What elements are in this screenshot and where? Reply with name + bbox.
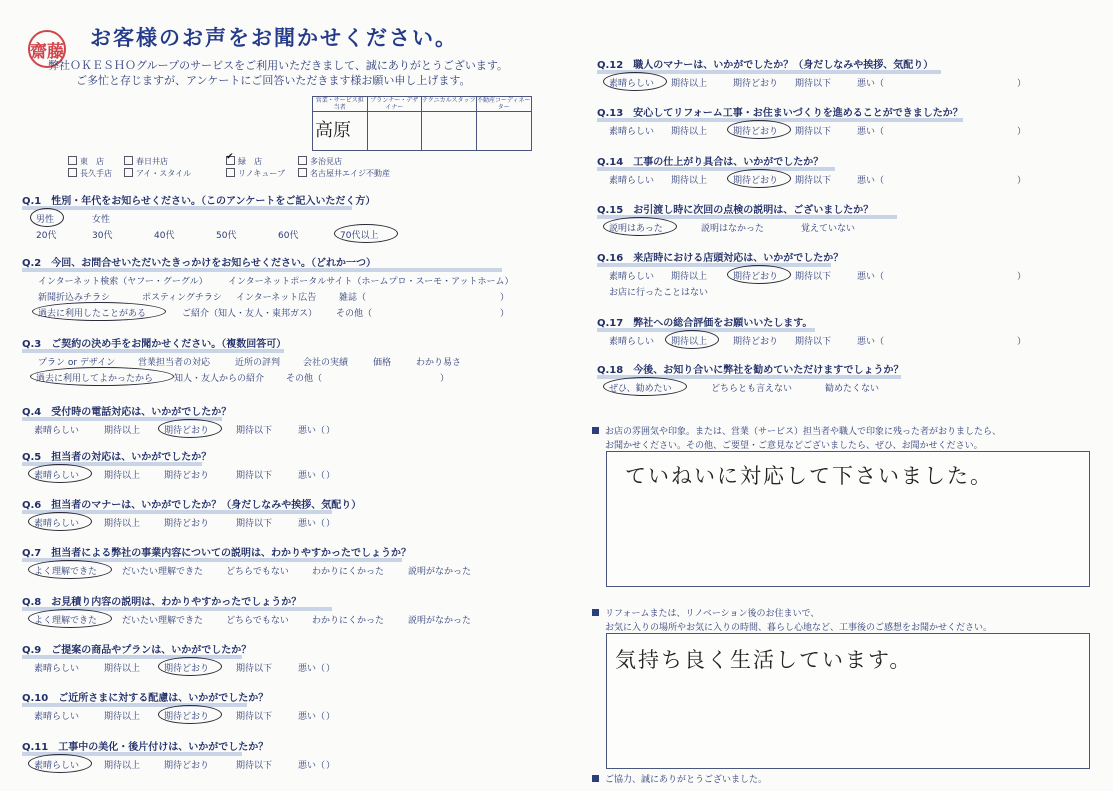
question-heading	[22, 544, 411, 559]
question-heading	[22, 689, 268, 704]
answer-option[interactable]: 20代	[36, 231, 57, 241]
answer-option[interactable]: ）	[1017, 272, 1027, 282]
answer-option[interactable]: ）	[326, 664, 336, 674]
question-text: Q.2 今回、お問合せいただいたきっかけをお知らせください。（どれか一つ）	[22, 258, 376, 269]
question-text: Q.17 弊社への総合評価をお願いいたします。	[597, 318, 813, 329]
answer-option[interactable]: ）	[1017, 127, 1027, 137]
question-heading	[22, 593, 301, 608]
answer-option[interactable]: 素晴らしい	[609, 79, 655, 89]
question-heading	[22, 192, 375, 207]
staff-name-field[interactable]	[477, 112, 532, 150]
answer-option[interactable]: 説明がなかった	[408, 616, 472, 626]
question-text: Q.11 工事中の美化・後片付けは、いかがでしたか？	[22, 742, 269, 753]
question-text: Q.10 ご近所さまに対する配慮は、いかがでしたか？	[22, 693, 269, 704]
question-heading	[22, 335, 286, 350]
staff-header: 不動産コーディネーター	[476, 97, 531, 111]
selected-circle-mark	[158, 705, 222, 724]
answer-option[interactable]: ポスティングチラシ	[142, 293, 222, 303]
question-text: Q.1 性別・年代をお知らせください。（このアンケートをご記入いただく方）	[22, 196, 376, 207]
answer-option[interactable]: 期待以下	[236, 426, 273, 436]
answer-option[interactable]: 素晴らしい	[609, 176, 655, 186]
answer-option[interactable]: 30代	[92, 231, 113, 241]
answer-option[interactable]: 期待どおり	[164, 519, 210, 529]
store-option[interactable]	[124, 168, 191, 179]
answer-option[interactable]: 素晴らしい	[34, 664, 80, 674]
question-text: Q.6 担当者のマナーは、いかがでしたか？（身だしなみや挨拶、気配り）	[22, 500, 362, 511]
answer-option[interactable]: 説明はなかった	[701, 224, 765, 234]
seal-stamp: 齋藤	[28, 30, 66, 68]
question-text: Q.18 今後、お知り合いに弊社を勧めていただけますでしょうか？	[597, 365, 904, 376]
answer-option[interactable]: 期待以下	[236, 664, 273, 674]
answer-option[interactable]: 期待どおり	[733, 337, 779, 347]
answer-option[interactable]: ）	[326, 761, 336, 771]
comment-prompt-1: お店の雰囲気や印象。または、営業（サービス）担当者や職人で印象に残った者がおりましたら、	[592, 424, 1001, 437]
answer-option[interactable]: 素晴らしい	[609, 337, 655, 347]
answer-option[interactable]: 期待どおり	[733, 272, 779, 282]
page-title: お客様のお声をお聞かせください。	[90, 26, 458, 50]
answer-option[interactable]: ）	[326, 712, 336, 722]
comment-prompt-2b: お気に入りの場所やお気に入りの時間、暮らし心地など、工事後のご感想をお聞かせください。	[605, 623, 993, 633]
intro-line-2: ご多忙と存じますが、アンケートにご回答いただきます様お願い申し上げます。	[76, 74, 471, 87]
staff-header: プランナー・デザイナー	[368, 97, 423, 112]
answer-option[interactable]: ）	[1017, 337, 1027, 347]
selected-circle-mark	[158, 419, 222, 438]
question-text: Q.4 受付時の電話対応は、いかがでしたか？	[22, 407, 232, 418]
comment-box-2[interactable]	[606, 633, 1090, 769]
store-label: リノキューブ	[238, 169, 285, 178]
checkbox[interactable]	[68, 156, 77, 165]
answer-option[interactable]: 期待以下	[236, 519, 273, 529]
answer-option[interactable]: 期待どおり	[733, 79, 779, 89]
answer-option[interactable]: わかりにくかった	[312, 616, 385, 626]
store-option[interactable]	[68, 168, 112, 179]
checkbox[interactable]	[124, 156, 133, 165]
question-text: Q.7 担当者による弊社の事業内容についての説明は、わかりやすかったでしょうか？	[22, 548, 412, 559]
selected-circle-mark	[334, 224, 398, 243]
question-heading	[597, 56, 933, 71]
answer-option[interactable]: 悪い（	[857, 127, 885, 137]
staff-name-field[interactable]	[368, 112, 423, 150]
answer-option[interactable]: 価格	[373, 358, 392, 368]
question-text: Q.5 担当者の対応は、いかがでしたか？	[22, 452, 212, 463]
store-label: 緑 店	[238, 157, 262, 166]
answer-option[interactable]: 期待以上	[104, 761, 141, 771]
store-label: 春日井店	[136, 157, 168, 166]
question-heading	[22, 254, 376, 269]
question-heading	[22, 496, 361, 511]
answer-option[interactable]: お店に行ったことはない	[609, 288, 709, 298]
store-option[interactable]	[226, 168, 285, 179]
store-option[interactable]	[68, 156, 104, 167]
answer-option[interactable]: インターネットポータルサイト（ホームプロ・スーモ・アットホーム）	[228, 277, 514, 287]
answer-option[interactable]: 期待以下	[236, 712, 273, 722]
answer-option[interactable]: 素晴らしい	[34, 471, 80, 481]
question-text: Q.9 ご提案の商品やプランは、いかがでしたか？	[22, 645, 252, 656]
staff-header: 営業・サービス担当者	[313, 97, 368, 112]
answer-option[interactable]: 知人・友人からの紹介	[174, 374, 265, 384]
answer-option[interactable]: 期待以上	[104, 519, 141, 529]
comment-answer-2: 気持ち良く生活しています。	[615, 648, 913, 672]
answer-option[interactable]: 素晴らしい	[609, 272, 655, 282]
selected-circle-mark	[727, 120, 791, 139]
answer-option[interactable]: ）	[326, 471, 336, 481]
answer-option[interactable]: 期待以上	[671, 176, 708, 186]
answer-option[interactable]: 悪い（	[857, 337, 885, 347]
answer-option[interactable]: どちらでもない	[226, 616, 289, 626]
answer-option[interactable]: 男性	[36, 215, 55, 225]
answer-option[interactable]: 期待どおり	[164, 471, 210, 481]
answer-option[interactable]: 素晴らしい	[34, 712, 80, 722]
answer-option[interactable]: 期待以上	[104, 471, 141, 481]
answer-option[interactable]: 素晴らしい	[34, 426, 80, 436]
answer-option[interactable]: 期待どおり	[164, 426, 210, 436]
answer-option[interactable]: 説明がなかった	[408, 567, 472, 577]
checkbox[interactable]	[68, 168, 77, 177]
question-heading	[22, 641, 251, 656]
answer-option[interactable]: 素晴らしい	[34, 761, 80, 771]
answer-option[interactable]: 期待どおり	[164, 712, 210, 722]
question-heading	[597, 201, 873, 216]
selected-circle-mark	[665, 330, 719, 349]
answer-option[interactable]: わかり易さ	[416, 358, 462, 368]
question-heading	[22, 403, 231, 418]
answer-option[interactable]: 期待以下	[795, 337, 832, 347]
answer-option[interactable]: 過去に利用してよかったから	[36, 374, 154, 384]
square-bullet-icon	[592, 609, 599, 616]
question-text: Q.15 お引渡し時に次回の点検の説明は、ございましたか？	[597, 205, 874, 216]
answer-option[interactable]: 新聞折込みチラシ	[38, 293, 111, 303]
question-heading	[22, 738, 268, 753]
answer-option[interactable]: 近所の評判	[235, 358, 281, 368]
answer-option[interactable]: 50代	[216, 231, 237, 241]
answer-option[interactable]: 期待以下	[795, 176, 832, 186]
answer-option[interactable]: 営業担当者の対応	[138, 358, 211, 368]
staff-table	[312, 96, 532, 151]
selected-circle-mark	[727, 169, 791, 188]
answer-option[interactable]: 過去に利用したことがある	[38, 309, 147, 319]
comment-box-1[interactable]	[606, 451, 1090, 587]
answer-option[interactable]: 悪い（	[298, 471, 326, 481]
answer-option[interactable]: どちらとも言えない	[711, 384, 793, 394]
answer-option[interactable]: その他（	[286, 374, 323, 384]
answer-option[interactable]: 期待以上	[671, 272, 708, 282]
selected-circle-mark	[28, 754, 92, 773]
question-heading	[597, 361, 904, 376]
answer-option[interactable]: ）	[1017, 176, 1027, 186]
answer-option[interactable]: 期待以上	[104, 664, 141, 674]
staff-name-field[interactable]	[422, 112, 477, 150]
answer-option[interactable]: 期待どおり	[733, 127, 779, 137]
question-text: Q.14 工事の仕上がり具合は、いかがでしたか？	[597, 157, 824, 168]
checkbox[interactable]	[124, 168, 133, 177]
question-heading	[597, 104, 963, 119]
answer-option[interactable]: 期待以下	[795, 272, 832, 282]
staff-header: テクニカルスタッフ	[422, 97, 477, 112]
answer-option[interactable]: 素晴らしい	[609, 127, 655, 137]
store-label: 長久手店	[80, 169, 112, 178]
answer-option[interactable]: 期待どおり	[164, 664, 210, 674]
question-heading	[597, 249, 843, 264]
answer-option[interactable]: ）	[326, 426, 336, 436]
intro-line-1: 弊社ＯＫＥＳＨＯグループのサービスをご利用いただきまして、誠にありがとうございます。	[48, 59, 509, 72]
answer-option[interactable]: 期待どおり	[164, 761, 210, 771]
answer-option[interactable]: ぜひ、勧めたい	[609, 384, 672, 394]
answer-option[interactable]: 女性	[92, 215, 111, 225]
answer-option[interactable]: 期待以下	[236, 761, 273, 771]
answer-option[interactable]: インターネット検索（ヤフー・グーグル）	[38, 277, 208, 287]
answer-option[interactable]: 説明はあった	[609, 224, 663, 234]
square-bullet-icon	[592, 775, 599, 782]
answer-option[interactable]: 勧めたくない	[825, 384, 880, 394]
answer-option[interactable]: ）	[326, 519, 336, 529]
selected-circle-mark	[28, 512, 92, 531]
selected-circle-mark	[727, 265, 791, 284]
answer-option[interactable]: 会社の実績	[303, 358, 349, 368]
question-text: Q.12 職人のマナーは、いかがでしたか？（身だしなみや挨拶、気配り）	[597, 60, 934, 71]
answer-option[interactable]: 悪い（	[857, 79, 885, 89]
answer-option[interactable]: ）	[1017, 79, 1027, 89]
checkbox[interactable]	[226, 156, 235, 165]
question-heading	[597, 314, 812, 329]
selected-circle-mark	[28, 560, 112, 579]
answer-option[interactable]: 悪い（	[857, 176, 885, 186]
store-option[interactable]	[298, 156, 342, 167]
selected-circle-mark	[30, 208, 64, 227]
question-text: Q.8 お見積り内容の説明は、わかりやすかったでしょうか？	[22, 597, 302, 608]
checkbox[interactable]	[298, 168, 307, 177]
answer-option[interactable]: だいたい理解できた	[122, 616, 204, 626]
selected-circle-mark	[603, 377, 687, 396]
answer-option[interactable]: 素晴らしい	[34, 519, 80, 529]
answer-option[interactable]: よく理解できた	[34, 616, 98, 626]
answer-option[interactable]: 期待以上	[104, 426, 141, 436]
answer-option[interactable]: 悪い（	[298, 426, 326, 436]
selected-circle-mark	[603, 217, 677, 236]
question-heading	[22, 448, 211, 463]
selected-circle-mark	[30, 367, 174, 386]
comment-answer-1: ていねいに対応して下さいました。	[625, 464, 993, 488]
answer-option[interactable]: 悪い（	[298, 519, 326, 529]
answer-option[interactable]: ）	[500, 293, 510, 303]
answer-option[interactable]: インターネット広告	[236, 293, 317, 303]
answer-option[interactable]: プラン or デザイン	[38, 358, 116, 368]
answer-option[interactable]: よく理解できた	[34, 567, 98, 577]
answer-option[interactable]: どちらでもない	[226, 567, 289, 577]
answer-option[interactable]: ご紹介（知人・友人・東邦ガス）	[182, 309, 318, 319]
comment-prompt-2: リフォームまたは、リノベーション後のお住まいで、	[592, 606, 819, 619]
comment-prompt-1b: お聞かせください。その他、ご要望・ご意見などございましたら、ぜひ、お聞かせください。	[605, 441, 983, 451]
question-text: Q.13 安心してリフォーム工事・お住まいづくりを進めることができましたか？	[597, 108, 963, 119]
answer-option[interactable]: 期待以上	[671, 337, 708, 347]
question-text: Q.16 来店時における店頭対応は、いかがでしたか？	[597, 253, 844, 264]
store-label: 名古屋井エイジ不動産	[310, 169, 390, 178]
answer-option[interactable]: だいたい理解できた	[122, 567, 204, 577]
checkbox[interactable]	[226, 168, 235, 177]
answer-option[interactable]: 期待以上	[671, 79, 708, 89]
store-option[interactable]	[124, 156, 168, 167]
answer-option[interactable]: 期待以下	[795, 79, 832, 89]
answer-option[interactable]: 40代	[154, 231, 175, 241]
selected-circle-mark	[28, 464, 92, 483]
answer-option[interactable]: その他（	[336, 309, 373, 319]
store-label: 多治見店	[310, 157, 342, 166]
question-heading	[597, 153, 823, 168]
store-label: 東 店	[80, 157, 104, 166]
answer-option[interactable]: 期待どおり	[733, 176, 779, 186]
selected-circle-mark	[603, 72, 667, 91]
selected-circle-mark	[28, 609, 112, 628]
answer-option[interactable]: ）	[500, 309, 510, 319]
answer-option[interactable]: 悪い（	[298, 761, 326, 771]
store-label: アイ・スタイル	[136, 169, 192, 178]
answer-option[interactable]: 60代	[278, 231, 299, 241]
answer-option[interactable]: 悪い（	[298, 712, 326, 722]
staff-name-field[interactable]: 高原	[313, 112, 368, 150]
answer-option[interactable]: 覚えていない	[801, 224, 856, 234]
answer-option[interactable]: わかりにくかった	[312, 567, 385, 577]
answer-option[interactable]: ）	[440, 374, 450, 384]
answer-option[interactable]: 悪い（	[857, 272, 885, 282]
answer-option[interactable]: 期待以上	[671, 127, 708, 137]
selected-circle-mark	[32, 302, 166, 321]
answer-option[interactable]: 期待以上	[104, 712, 141, 722]
answer-option[interactable]: 悪い（	[298, 664, 326, 674]
square-bullet-icon	[592, 427, 599, 434]
answer-option[interactable]: 期待以下	[236, 471, 273, 481]
checkbox[interactable]	[298, 156, 307, 165]
question-text: Q.3 ご契約の決め手をお聞かせください。（複数回答可）	[22, 339, 287, 350]
store-option[interactable]	[298, 168, 390, 179]
answer-option[interactable]: 雑誌（	[339, 293, 367, 303]
footer-thanks: ご協力、誠にありがとうございました。	[592, 772, 767, 785]
store-option[interactable]	[226, 156, 262, 167]
answer-option[interactable]: 期待以下	[795, 127, 832, 137]
answer-option[interactable]: 70代以上	[340, 231, 379, 241]
selected-circle-mark	[158, 657, 222, 676]
